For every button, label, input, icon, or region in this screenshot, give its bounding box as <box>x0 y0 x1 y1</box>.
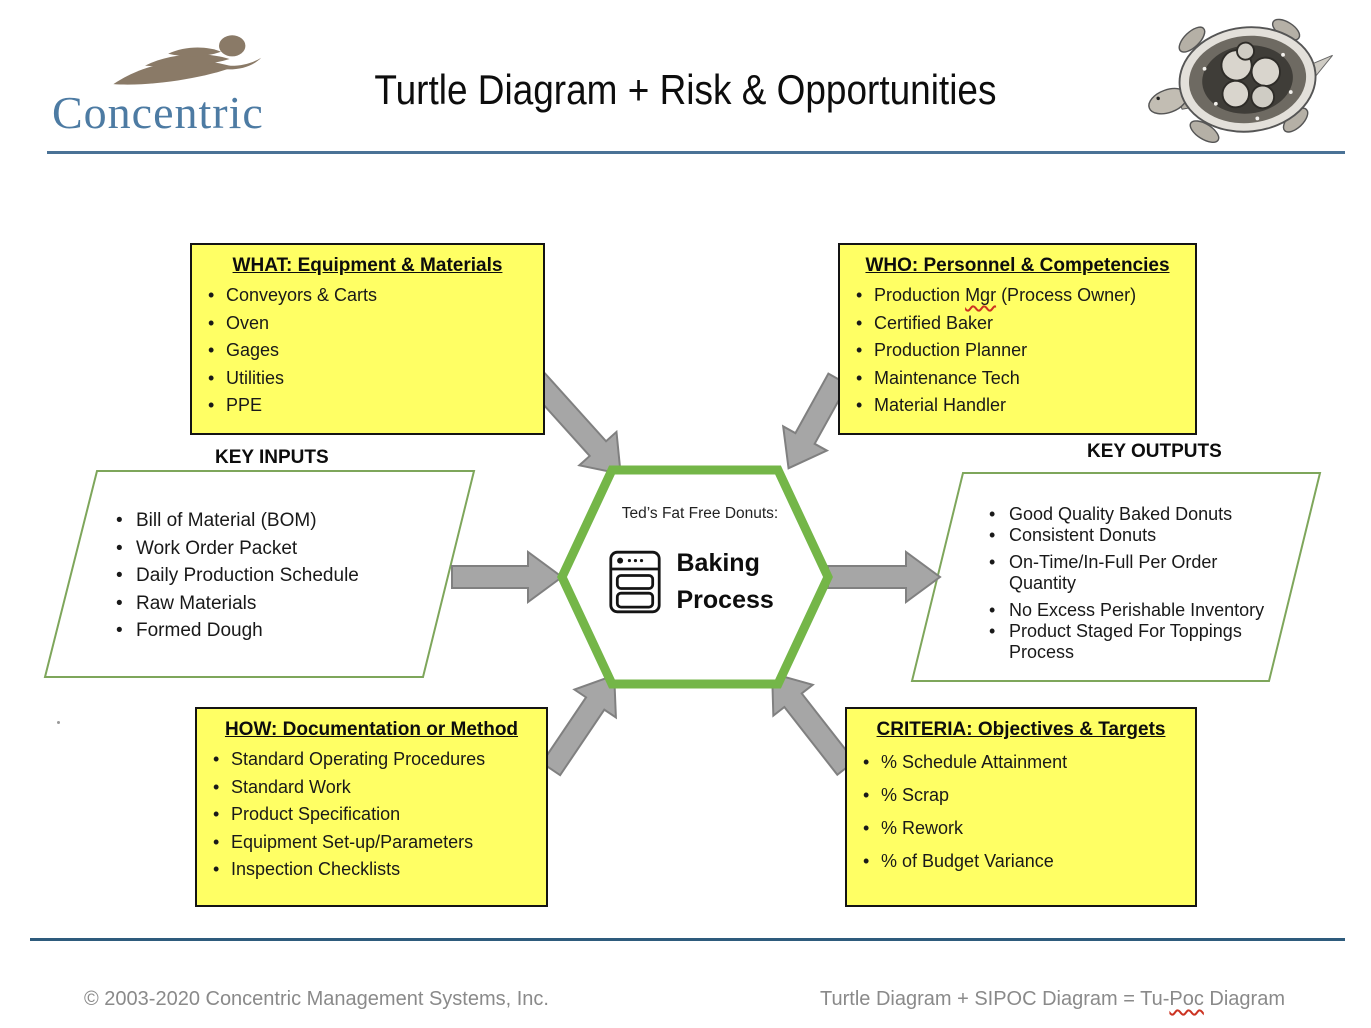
criteria-box-title: CRITERIA: Objectives & Targets <box>876 719 1166 740</box>
process-content <box>577 505 823 619</box>
list-item: • Work Order Packet <box>112 535 452 563</box>
list-item: • Production Planner <box>848 337 1187 365</box>
what-box <box>190 243 545 435</box>
list-item: • Material Handler <box>848 392 1187 420</box>
list-item: • % of Budget Variance <box>855 845 1187 878</box>
list-item: • % Schedule Attainment <box>855 746 1187 779</box>
logo-wordmark: Concentric <box>52 87 264 138</box>
list-item: • Maintenance Tech <box>848 365 1187 393</box>
list-item: • On-Time/In-Full Per Order Quantity <box>985 552 1281 600</box>
list-item: • Gages <box>200 337 535 365</box>
list-item: • Bill of Material (BOM) <box>112 507 452 535</box>
oven-icon <box>608 549 662 615</box>
how-box <box>195 707 548 907</box>
list-item: • Formed Dough <box>112 617 452 645</box>
list-item: • Consistent Donuts <box>985 525 1281 546</box>
process-name: Baking Process <box>676 549 774 614</box>
list-item: • Standard Operating Procedures <box>205 746 538 774</box>
footer-divider <box>30 938 1345 941</box>
list-item: • Daily Production Schedule <box>112 562 452 590</box>
list-item: • Utilities <box>200 365 535 393</box>
stray-mark <box>57 721 60 724</box>
list-item: • Standard Work <box>205 774 538 802</box>
key-inputs-label: KEY INPUTS <box>215 447 329 468</box>
list-item: • PPE <box>200 392 535 420</box>
what-box-title: WHAT: Equipment & Materials <box>232 255 503 276</box>
arrow-inputs-to-process <box>452 552 562 602</box>
how-box-items <box>205 746 538 884</box>
key-outputs-label: KEY OUTPUTS <box>1087 441 1222 462</box>
list-item: • Raw Materials <box>112 590 452 618</box>
list-item: • Inspection Checklists <box>205 856 538 884</box>
list-item: • Equipment Set-up/Parameters <box>205 829 538 857</box>
list-item: • % Rework <box>855 812 1187 845</box>
list-item: • Production Mgr (Process Owner) <box>848 282 1187 310</box>
list-item: • Conveyors & Carts <box>200 282 535 310</box>
criteria-box <box>845 707 1197 907</box>
list-item: • Product Specification <box>205 801 538 829</box>
who-box-items <box>848 282 1187 420</box>
list-item: • No Excess Perishable Inventory <box>985 600 1281 621</box>
page-title: Turtle Diagram + Risk & Opportunities <box>374 66 997 113</box>
inputs-list <box>112 507 452 645</box>
who-box-title: WHO: Personnel & Competencies <box>865 255 1170 276</box>
arrow-process-to-outputs <box>828 552 940 602</box>
list-item: • Oven <box>200 310 535 338</box>
what-box-items <box>200 282 535 420</box>
process-subtitle: Ted’s Fat Free Donuts: <box>621 505 779 522</box>
outputs-list <box>985 504 1281 663</box>
footer-copyright: © 2003-2020 Concentric Management Systems, Inc. <box>84 988 549 1010</box>
list-item: • % Scrap <box>855 779 1187 812</box>
list-item: • Product Staged For Toppings Process <box>985 621 1281 663</box>
criteria-box-items <box>855 746 1187 878</box>
list-item: • Good Quality Baked Donuts <box>985 504 1281 525</box>
footer-note: Turtle Diagram + SIPOC Diagram = Tu-Poc Diagram <box>820 988 1285 1010</box>
who-box <box>838 243 1197 435</box>
list-item: • Certified Baker <box>848 310 1187 338</box>
how-box-title: HOW: Documentation or Method <box>224 719 519 740</box>
